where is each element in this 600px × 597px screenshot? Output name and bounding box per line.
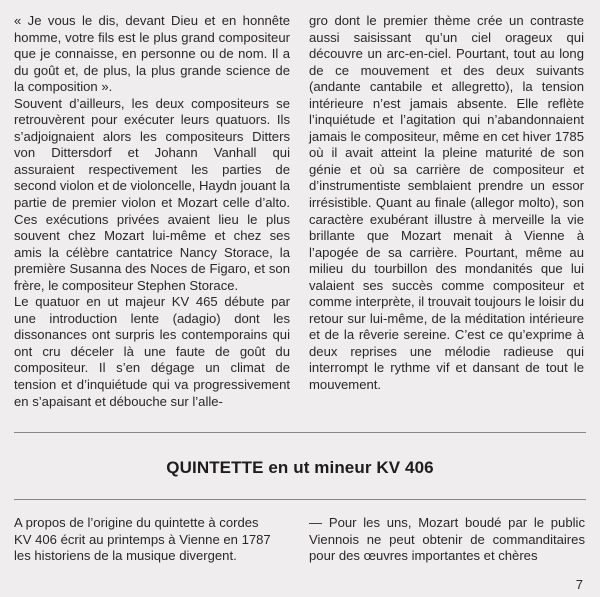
right-text-column	[309, 13, 584, 394]
section-title: QUINTETTE en ut mineur KV 406	[166, 458, 434, 477]
bottom-left-line: les historiens de la musique divergent.	[14, 548, 237, 564]
section-divider-bottom	[14, 499, 586, 500]
page-number: 7	[575, 577, 583, 592]
bottom-right-text: — Pour les uns, Mozart boudé par le public Viennois ne peut obtenir de commanditaires pour des œuvres importantes et chères	[309, 515, 585, 564]
bottom-left-line: KV 406 écrit au printemps à Vienne en 1787	[14, 531, 271, 547]
paragraph-quartets: Souvent d’ailleurs, les deux compositeurs se retrouvèrent pour exécuter leurs quatuors. Ils s’adjoignaient alors les compositeurs Ditters von Dittersdorf et Johann Vanhall qui assuraient respectivement les parties de second violon et de violoncelle, Haydn jouant la partie de premier violon et Mozart celle d’alto. Ces exécutions privées avaient lieu le plus souvent chez Mozart lui-même et chez ses amis la célèbre cantatrice Nancy Storace, la première Susanna des Noces de Figaro, et son frère, le compositeur Stephen Storace.	[14, 95, 290, 293]
bottom-left-line: A propos de l’origine du quintette à cordes	[14, 515, 259, 530]
section-divider-top	[14, 432, 586, 433]
left-text-column	[14, 13, 290, 410]
paragraph-continuation: gro dont le premier thème crée un contraste aussi saisissant qu’un ciel orageux qui découvre un arc-en-ciel. Pourtant, tout au long de ce mouvement et des deux suivants (andante cantabile et allegretto), la tension intérieure n’est jamais absente. Elle reflète l’inquiétude et l’agitation qui n’abandonnaient jamais le compositeur, même en cet hiver 1785 où il avait atteint la pleine maturité de son génie et où sa carrière de compositeur et d’instrumentiste semblaient prendre un essor irrésistible. Quant au finale (allegor molto), son caractère exubérant illustre à merveille la vie brillante que Mozart menait à Vienne à l’apogée de sa carrière. Pourtant, même au milieu du tourbillon des mondanités que lui valaient ses succès comme compositeur et comme interprète, il trouvait toujours le loisir du retour sur lui-même, de la méditation intérieure et de la rêverie sereine. C’est ce qu’exprime à deux reprises une mélodie radieuse qui interrompt le rythme vif et dansant de tout le mouvement.	[309, 13, 584, 393]
paragraph-kv465: Le quatuor en ut majeur KV 465 débute par une introduction lente (adagio) dont les dissonances ont surpris les contemporains qui ont cru déceler là une faute de goût du compositeur. Il s’en dégage un climat de tension et d’inquiétude qui va progressivement en s’apaisant et débouche sur l’alle-	[14, 294, 290, 409]
paragraph-quote: « Je vous le dis, devant Dieu et en honnête homme, votre fils est le plus grand compositeur que je connaisse, en personne ou de nom. Il a du goût et, de plus, la plus grande science de la composition ».	[14, 13, 290, 95]
bottom-left-text	[14, 515, 290, 565]
